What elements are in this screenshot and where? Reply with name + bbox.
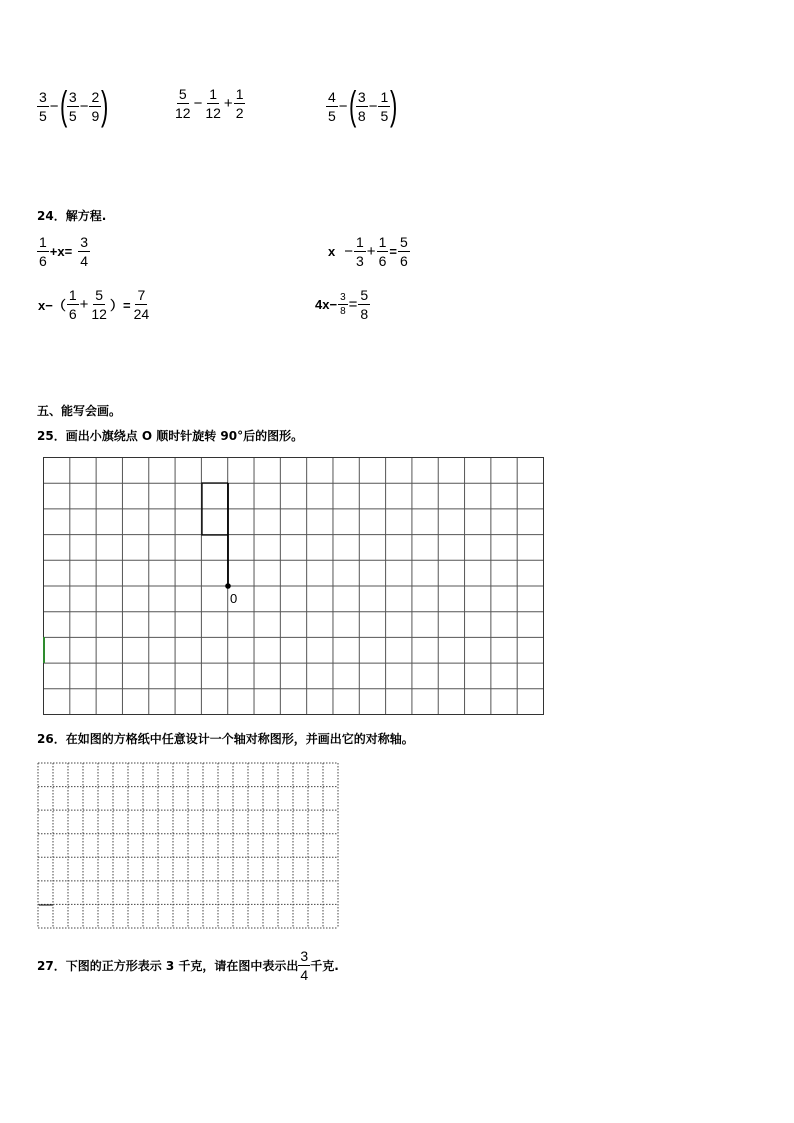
denominator: 6: [39, 253, 47, 269]
plus-sign: +: [223, 95, 233, 112]
numerator: 3: [39, 88, 47, 105]
denominator: 5: [380, 107, 389, 124]
fraction: [37, 234, 49, 269]
numerator: 1: [380, 88, 389, 105]
denominator: 3: [356, 253, 364, 269]
numerator: 5: [178, 86, 187, 102]
numerator: 1: [68, 287, 77, 303]
fraction: [89, 89, 101, 124]
fraction: [326, 89, 338, 124]
question-27-text: 27．下图的正方形表示 3 千克，请在图中表示出: [37, 959, 299, 973]
denominator: 4: [80, 253, 89, 269]
fraction: [356, 89, 368, 124]
fraction: [132, 287, 152, 322]
section-5-title: 五、能写会画。: [37, 404, 122, 418]
numerator: 3: [80, 234, 89, 250]
numerator: 3: [340, 292, 346, 303]
numerator: 2: [91, 88, 100, 105]
numerator: 5: [95, 287, 104, 303]
equation-2: [327, 234, 410, 269]
equation-1: [37, 234, 90, 269]
fraction: [37, 89, 49, 124]
denominator: 12: [205, 105, 221, 121]
numerator: 1: [235, 86, 244, 102]
question-25-title: 25．画出小旗绕点 O 顺时针旋转 90°后的图形。: [37, 429, 304, 443]
equals-sign: =: [389, 244, 397, 259]
minus-sign: −: [344, 243, 353, 260]
calc-expression-1: [37, 86, 109, 126]
denominator: 12: [175, 105, 191, 121]
equation-text: ）=: [109, 298, 131, 313]
numerator: 3: [68, 88, 77, 105]
fraction: [377, 234, 389, 269]
fraction: [203, 86, 223, 121]
numerator: 1: [209, 86, 218, 102]
fraction: [67, 287, 79, 322]
numerator: 5: [399, 234, 408, 250]
equation-text: 4x−: [315, 297, 338, 312]
numerator: 3: [300, 948, 309, 964]
equation-text: +x=: [49, 244, 73, 259]
question-27-title: [37, 948, 339, 983]
right-paren: ): [390, 84, 398, 128]
question-24-title: 24．解方程.: [37, 209, 107, 223]
denominator: 8: [360, 306, 369, 322]
denominator: 5: [39, 107, 47, 124]
denominator: 8: [340, 306, 346, 317]
denominator: 8: [357, 107, 366, 124]
denominator: 5: [68, 107, 77, 124]
question-27-unit: 千克.: [310, 959, 339, 973]
denominator: 6: [378, 253, 387, 269]
fraction: [89, 287, 109, 322]
numerator: 1: [378, 234, 387, 250]
fraction: [378, 89, 390, 124]
point-o-label: 0: [230, 591, 238, 606]
equals-sign: =: [348, 296, 358, 313]
minus-sign: −: [49, 97, 59, 115]
denominator: 4: [300, 967, 309, 983]
minus-sign: −: [193, 95, 203, 112]
numerator: 1: [39, 234, 47, 250]
left-paren: (: [348, 84, 356, 128]
variable-x: x: [328, 244, 336, 259]
numerator: 7: [137, 287, 146, 303]
numerator: 1: [356, 234, 364, 250]
minus-sign: −: [368, 97, 378, 115]
rotation-grid[interactable]: [43, 457, 545, 717]
fraction: [358, 287, 370, 322]
numerator: 3: [357, 88, 366, 105]
fraction: [354, 234, 366, 269]
calc-expression-2: [173, 86, 245, 121]
minus-sign: −: [338, 97, 348, 115]
plus-sign: +: [79, 296, 89, 313]
denominator: 2: [235, 105, 244, 121]
fraction: [298, 948, 310, 983]
fraction: [338, 292, 348, 317]
denominator: 5: [328, 107, 336, 124]
denominator: 6: [68, 306, 77, 322]
fraction: [67, 89, 79, 124]
numerator: 4: [328, 88, 336, 105]
equation-text: x−（: [38, 298, 66, 313]
dotted-grid[interactable]: [37, 762, 339, 930]
rotation-point-o: [225, 583, 231, 589]
equation-3: [37, 287, 151, 322]
numerator: 5: [360, 287, 369, 303]
fraction: [234, 86, 246, 121]
left-paren: (: [59, 84, 67, 128]
denominator: 24: [133, 306, 150, 322]
denominator: 9: [91, 107, 100, 124]
right-paren: ): [101, 84, 109, 128]
minus-sign: −: [79, 97, 89, 115]
fraction: [398, 234, 410, 269]
denominator: 6: [399, 253, 408, 269]
denominator: 12: [91, 306, 107, 322]
fraction: [173, 86, 193, 121]
calc-expression-3: [326, 86, 398, 126]
plus-sign: +: [366, 243, 376, 260]
equation-4: [314, 287, 370, 322]
fraction: [78, 234, 90, 269]
question-26-title: 26．在如图的方格纸中任意设计一个轴对称图形，并画出它的对称轴。: [37, 732, 414, 746]
